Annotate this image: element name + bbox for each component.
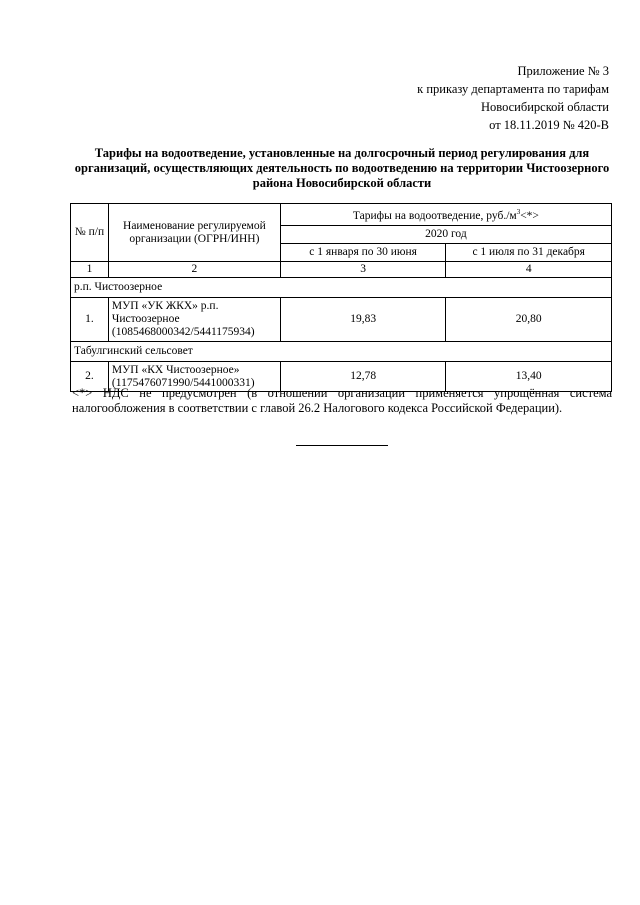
row-org: МУП «УК ЖКХ» р.п. Чистоозерное (1085468000342/5441175934) — [108, 298, 280, 342]
column-number: 3 — [280, 262, 446, 278]
row-tariff-1: 12,78 — [280, 362, 446, 392]
row-num: 2. — [71, 362, 109, 392]
header-num: № п/п — [71, 204, 109, 262]
row-tariff-1: 19,83 — [280, 298, 446, 342]
row-tariff-2: 13,40 — [446, 362, 612, 392]
group-row — [71, 278, 612, 298]
row-org: МУП «КХ Чистоозерное» (1175476071990/5441000331) — [108, 362, 280, 392]
row-tariff-2: 20,80 — [446, 298, 612, 342]
header-tariffs-footnote-mark: <*> — [520, 209, 539, 222]
tariffs-table — [70, 203, 612, 392]
header-tariffs — [280, 204, 611, 226]
header-period-1: с 1 января по 30 июня — [280, 244, 446, 262]
annex-order-ref: к приказу департамента по тарифам — [417, 82, 609, 96]
column-number: 2 — [108, 262, 280, 278]
header-year: 2020 год — [280, 226, 611, 244]
annex-number: Приложение № 3 — [517, 64, 609, 78]
header-tariffs-sup: 3 — [516, 208, 521, 217]
group-row — [71, 342, 612, 362]
column-number: 4 — [446, 262, 612, 278]
column-numbers-row — [71, 262, 612, 278]
annex-header — [417, 62, 609, 134]
row-num: 1. — [71, 298, 109, 342]
table-row — [71, 298, 612, 342]
header-org-name: Наименование регулируемой организации (ОГРН/ИНН) — [108, 204, 280, 262]
footnote: <*> НДС не предусмотрен (в отношении организации применяется упрощённая система налогообложения в соответствии с главой 26.2 Налогового кодекса Российской Федерации). — [72, 386, 612, 415]
annex-region: Новосибирской области — [480, 100, 609, 114]
group-name: р.п. Чистоозерное — [71, 278, 612, 298]
group-name: Табулгинский сельсовет — [71, 342, 612, 362]
annex-date: от 18.11.2019 № 420-В — [489, 118, 609, 132]
end-divider — [296, 445, 388, 446]
column-number: 1 — [71, 262, 109, 278]
header-tariffs-text: Тарифы на водоотведение, руб./м — [352, 209, 517, 222]
header-period-2: с 1 июля по 31 декабря — [446, 244, 612, 262]
document-title: Тарифы на водоотведение, установленные на долгосрочный период регулирования для организаций, осуществляющих деятельность по водоотведению на территории Чистоозерного района Новосибирской области — [74, 146, 610, 190]
